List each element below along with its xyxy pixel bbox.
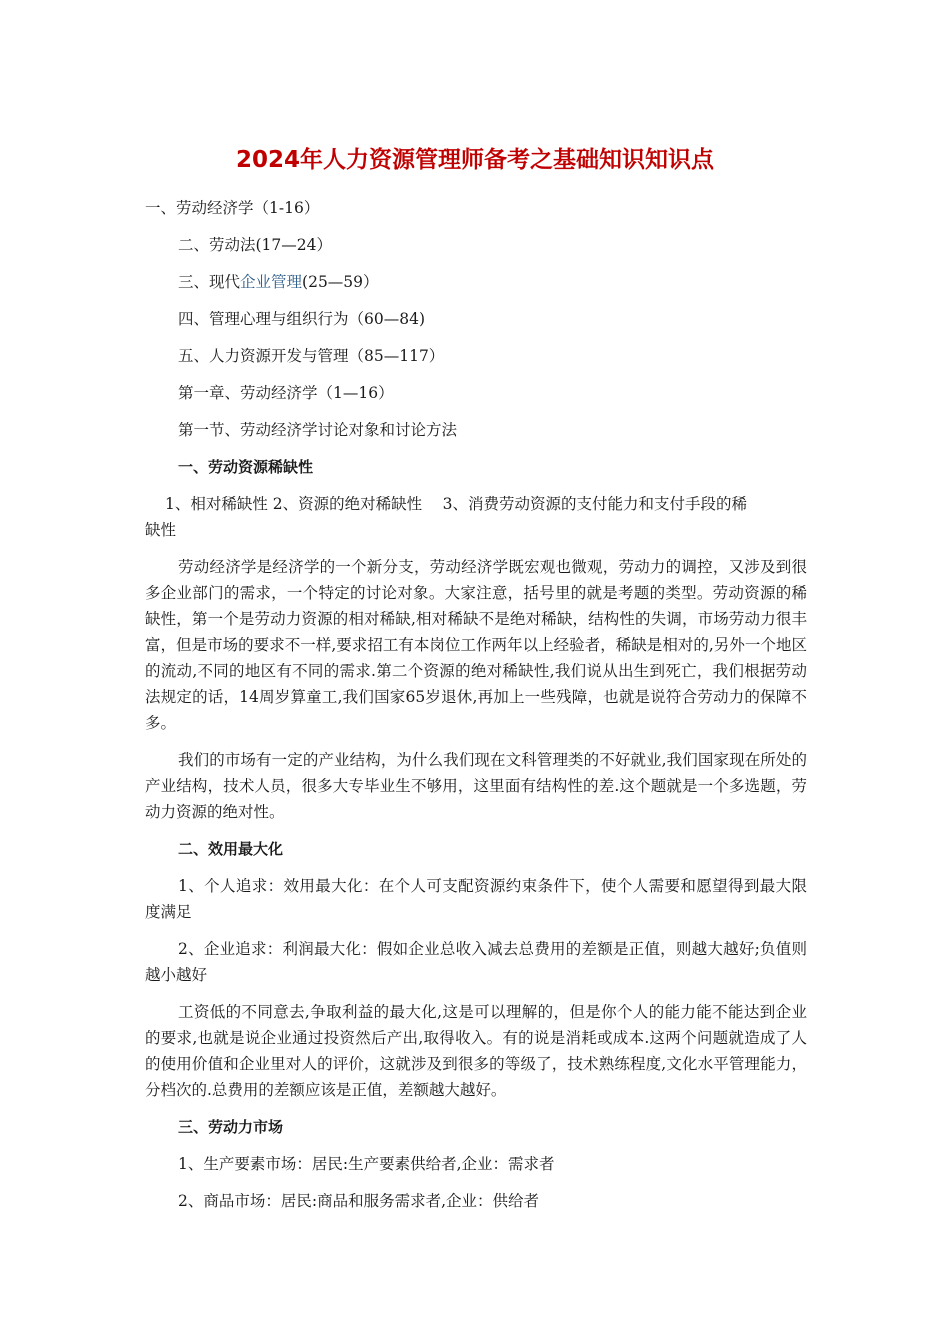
paragraph-labor-economics: 劳动经济学是经济学的一个新分支，劳动经济学既宏观也微观，劳动力的调控，又涉及到很多企业部门的需求，一个特定的讨论对象。大家注意，括号里的就是考题的类型。劳动资源的稀缺性，第一个是劳动力资源的相对稀缺,相对稀缺不是绝对稀缺，结构性的失调，市场劳动力很丰富，但是市场的要求不一样,要求招工有本岗位工作两年以上经验者，稀缺是相对的,另外一个地区的流动,不同的地区有不同的需求.第二个资源的绝对稀缺性,我们说从出生到死亡，我们根据劳动法规定的话，14周岁算童工,我们国家65岁退休,再加上一些残障，也就是说符合劳动力的保障不多。 <box>145 558 807 732</box>
paragraph-industry-structure: 我们的市场有一定的产业结构，为什么我们现在文科管理类的不好就业,我们国家现在所处的产业结构，技术人员，很多大专毕业生不够用，这里面有结构性的差.这个题就是一个多选题，劳动力资源的绝对性。 <box>145 751 807 821</box>
toc-item-hr-development: 五、人力资源开发与管理（85—117） <box>178 347 445 365</box>
document-title: 2024年人力资源管理师备考之基础知识知识点 <box>235 147 714 173</box>
document-body <box>145 195 807 1214</box>
heading-utility-max: 二、效用最大化 <box>178 840 284 858</box>
heading-labor-scarcity: 一、劳动资源稀缺性 <box>178 458 314 476</box>
paragraph-wages: 工资低的不同意去,争取利益的最大化,这是可以理解的，但是你个人的能力能不能达到企业的要求,也就是说企业通过投资然后产出,取得收入。有的说是消耗或成本.这两个问题就造成了人的使用价值和企业里对人的评价，这就涉及到很多的等级了，技术熟练程度,文化水平管理能力，分档次的.总费用的差额应该是正值，差额越大越好。 <box>145 1003 807 1099</box>
heading-labor-market: 三、劳动力市场 <box>178 1118 284 1136</box>
market-item-factor: 1、生产要素市场：居民:生产要素供给者,企业：需求者 <box>178 1155 555 1173</box>
utility-item-individual: 1、个人追求：效用最大化：在个人可支配资源约束条件下，使个人需要和愿望得到最大限度满足 <box>145 877 807 921</box>
enterprise-management-link[interactable]: 企业管理 <box>240 273 303 291</box>
scarcity-list-line2: 缺性 <box>145 521 177 539</box>
scarcity-list-line1: 1、相对稀缺性 2、资源的绝对稀缺性 3、消费劳动资源的支付能力和支付手段的稀 <box>165 495 747 513</box>
market-item-goods: 2、商品市场：居民:商品和服务需求者,企业：供给者 <box>178 1192 540 1210</box>
toc-item-enterprise-management <box>145 269 807 295</box>
section-heading: 第一节、劳动经济学讨论对象和讨论方法 <box>178 421 458 439</box>
toc-item-suffix: (25—59） <box>302 273 379 291</box>
scarcity-list <box>145 491 807 543</box>
chapter-heading: 第一章、劳动经济学（1—16） <box>178 384 394 402</box>
toc-item-prefix: 三、现代 <box>178 273 241 291</box>
utility-item-enterprise: 2、企业追求：利润最大化：假如企业总收入减去总费用的差额是正值，则越大越好;负值则越小越好 <box>145 940 807 984</box>
toc-item-labor-economics: 一、劳动经济学（1-16） <box>145 199 320 217</box>
toc-item-psychology: 四、管理心理与组织行为（60—84) <box>178 310 425 328</box>
toc-item-labor-law: 二、劳动法(17—24） <box>178 236 332 254</box>
